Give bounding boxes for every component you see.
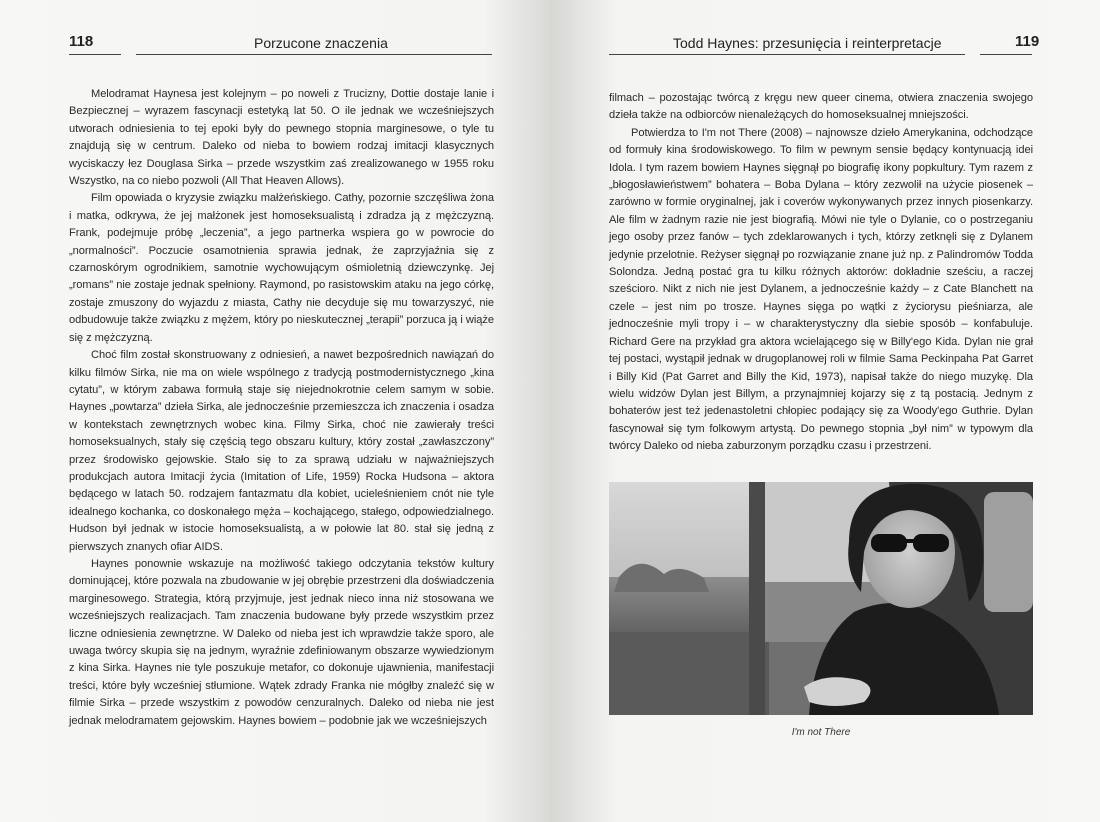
header-rule-long-left bbox=[136, 54, 492, 55]
film-still-photo bbox=[609, 482, 1033, 715]
header-rule-short-left bbox=[69, 54, 121, 55]
paragraph: Choć film został skonstruowany z odniesień, a nawet bezpośrednich nawiązań do kilku filmów Sirka, nie ma on wiele wspólnego z tradycją postmodernistycznego „kina cytatu”, w którym zabawa formułą staje się niejednokrotnie celem samym w sobie. Haynes „powtarza” dzieła Sirka, ale jednocześnie przemieszcza ich znaczenia i osadza w kontekstach zewnętrznych wobec kina. Filmy Sirka, choć nie zawierały treści homoseksualnych, stały się częścią tego obszaru kultury, który został „zawłaszczony” przez środowisko gejowskie. Stało się to za sprawą udziału w najważniejszych produkcjach autora Imitacji życia (Imitation of Life, 1959) Rocka Hudsona – aktora będącego w latach 50. rodzajem fantazmatu dla kobiet, ucieleśnieniem cnót nie tyle idealnego kochanka, co doskonałego męża – kochającego, stałego, odpowiedzialnego. Hudson był jednak w istocie homoseksualistą, a w połowie lat 80. stał się jedną z pierwszych znanych ofiar AIDS. bbox=[69, 349, 494, 553]
left-body-text bbox=[69, 86, 494, 730]
header-rule-long-right bbox=[609, 54, 965, 55]
running-title-right: Todd Haynes: przesunięcia i reinterpretacje bbox=[673, 35, 942, 51]
page-number-right: 119 bbox=[1015, 33, 1040, 50]
paragraph: filmach – pozostając twórcą z kręgu new queer cinema, otwiera znaczenia swojego dzieła także na odbiorców nienależących do homoseksualnej mniejszości. bbox=[609, 92, 1033, 122]
paragraph: Melodramat Haynesa jest kolejnym – po noweli z Trucizny, Dottie dostaje lanie i Bezpiecznej – wyrazem fascynacji estetyką lat 50. O ile jednak we wcześniejszych utworach odniesienia to tej epoki były do pewnego stopnia marginesowe, o tyle tu znajdują się w centrum. Daleko od nieba to bowiem rodzaj imitacji klasycznych wyciskaczy łez Douglasa Sirka – przede wszystkim zaś zrealizowanego w 1955 roku Wszystko, na co niebo pozwoli (All That Heaven Allows). bbox=[69, 88, 494, 188]
page-number-left: 118 bbox=[69, 33, 94, 50]
paragraph: Potwierdza to I'm not There (2008) – najnowsze dzieło Amerykanina, odchodzące od formuły kina środowiskowego. To film w pewnym sensie będący kontynuacją idei Idola. I tym razem bowiem Haynes sięgnął po biografię ikony popkultury. Tym razem z „błogosławieństwem” bohatera – Boba Dylana – który zezwolił na użycie piosenek – zarówno w formie oryginalnej, jak i coverów wykonywanych przez innych piosenkarzy. Ale film w żadnym razie nie jest biografią. Mówi nie tyle o Dylanie, co o postrzeganiu jego osoby przez fanów – tych zdeklarowanych i tych, którzy zetknęli się z Dylanem jedynie przelotnie. Reżyser sięgnął po rozwiązanie znane już np. z Palindromów Todda Solondza. Jedną postać gra tu kilku różnych aktorów: dokładnie sześciu, a raczej sześcioro. Nikt z nich nie jest Dylanem, a jednocześnie każdy – z Cate Blanchett na czele – jest nim po trosze. Haynes sięga po wątki z życiorysu pieśniarza, ale jednocześnie myli tropy i – w charakterystyczny dla siebie sposób – konfabuluje. Richard Gere na przykład gra aktora wcielającego się w Billy'ego Kida. Dylan nie grał tej postaci, wystąpił jednak w drugoplanowej roli w filmie Sama Peckinpaha Pat Garret i Billy Kid (Pat Garret and Billy the Kid, 1973), napisał także do niego muzykę. Dla wielu widzów Dylan jest Billym, a przynajmniej kojarzy się z tą postacią. Jednym z bohaterów jest też jedenastoletni chłopiec podający się za Woody'ego Guthrie. Dylan fascynował się tym folkowym artystą. Do pewnego stopnia „był nim” w typowym dla twórcy Daleko od nieba zaburzonym porządku czasu i przestrzeni. bbox=[609, 126, 1033, 453]
photo-caption: I'm not There bbox=[791, 727, 851, 738]
right-body-text bbox=[609, 90, 1033, 456]
header-rule-short-right bbox=[980, 54, 1032, 55]
film-still-image bbox=[609, 482, 1033, 715]
running-title-left: Porzucone znaczenia bbox=[254, 35, 388, 51]
paragraph: Film opowiada o kryzysie związku małżeńskiego. Cathy, pozornie szczęśliwa żona i matka, odkrywa, że jej małżonek jest homoseksualistą i zdradza ją z mężczyzną. Frank, podejmuje próbę „leczenia”, a jego partnerka wspiera go w powrocie do „normalności”. Poczucie osamotnienia sprawia jednak, że zaprzyjaźnia się z czarnoskórym ogrodnikiem, samotnie wychowującym ośmioletnią dziewczynkę. Jej „romans” nie zostaje jednak spełniony. Raymond, po rasistowskim ataku na jego córkę, zostaje zmuszony do wyjazdu z miasta, Cathy nie decyduje się mu towarzyszyć, nie odbudowuje także związku z mężem, który po nieskutecznej „terapii” porzuca ją i wiąże się z mężczyzną. bbox=[69, 192, 494, 344]
paragraph: Haynes ponownie wskazuje na możliwość takiego odczytania tekstów kultury dominującej, które pozwala na zbudowanie w jej obrębie przestrzeni dla doświadczenia marginesowego. Strategia, którą przyjmuje, jest jednak nieco inna niż stosowana we wcześniejszych realizacjach. Tam znaczenia budowane były przede wszystkim przez liczne odniesienia zewnętrzne. W Daleko od nieba jest ich wprawdzie także sporo, ale uwaga twórcy skupia się na jednym, wyraźnie zdefiniowanym obszarze wywiedzionym z kina Sirka. Haynes nie tyle poszukuje metafor, co dokonuje ujawnienia, manifestacji treści, które były wcześniej stłumione. Wątek zdrady Franka nie mógłby znaleźć się w filmie Sirka – przede wszystkim z powodów cenzuralnych. Daleko od nieba nie jest jednak melodramatem gejowskim. Haynes bowiem – podobnie jak we wcześniejszych bbox=[69, 557, 494, 727]
